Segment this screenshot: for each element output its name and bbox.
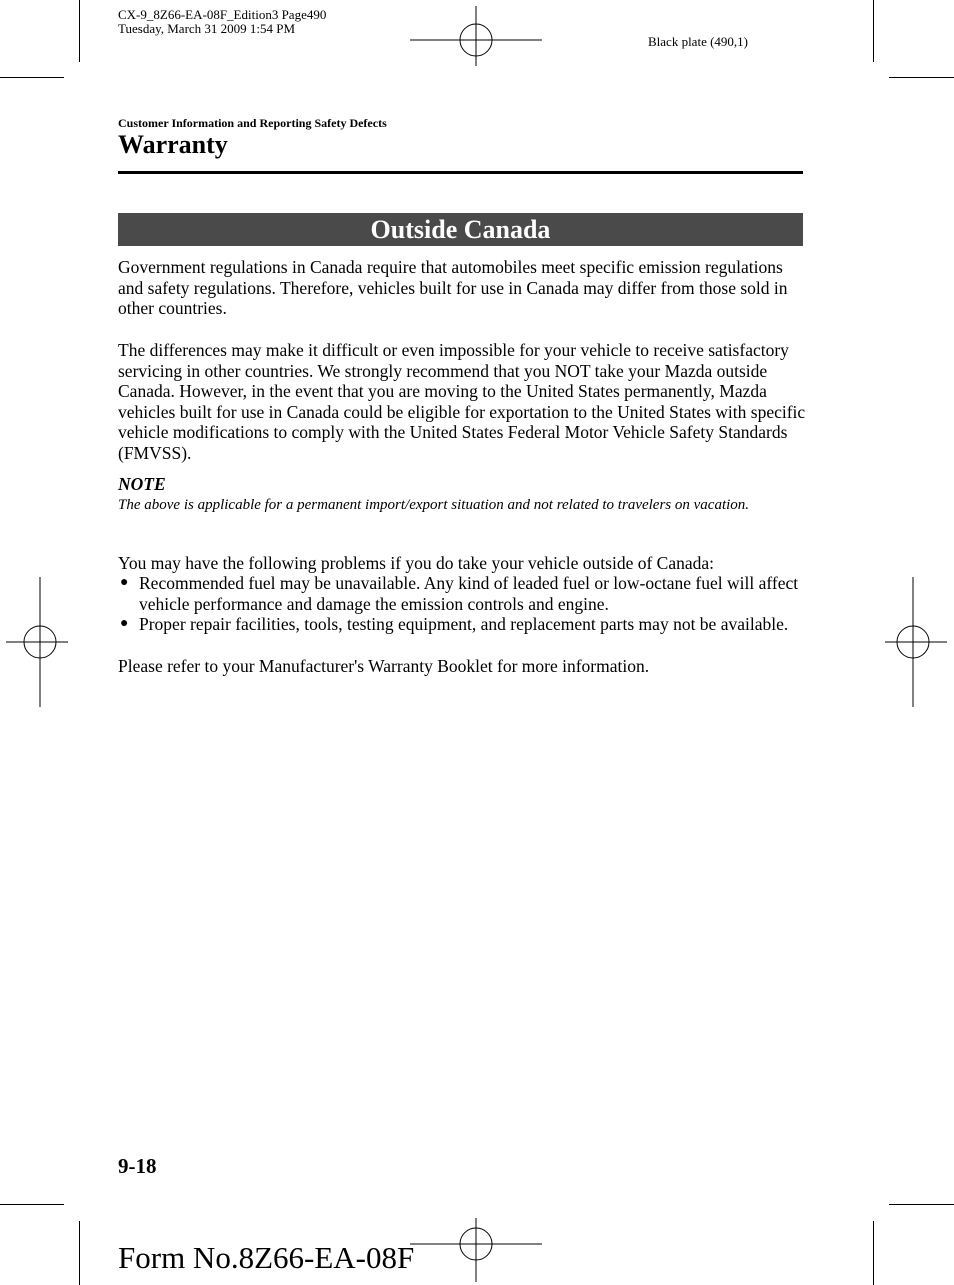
problems-list (118, 573, 808, 635)
list-item-text: Proper repair facilities, tools, testing equipment, and replacement parts may not be available. (139, 614, 789, 635)
paragraph-regulations: Government regulations in Canada require that automobiles meet specific emission regulations and safety regulations. Therefore, vehicles built for use in Canada may differ from those sold in other countries. (118, 257, 788, 319)
crop-mark-bottom-left-vertical (79, 1221, 80, 1285)
slug-file-info (118, 8, 326, 36)
registration-mark-right-icon (885, 577, 947, 707)
registration-mark-bottom-icon (410, 1218, 542, 1282)
chapter-title: Warranty (118, 130, 228, 159)
slug-line-2: Tuesday, March 31 2009 1:54 PM (118, 21, 296, 36)
registration-mark-top-icon (410, 6, 542, 66)
list-item (118, 573, 808, 614)
section-label: Customer Information and Reporting Safety Defects (118, 116, 387, 130)
chapter-rule (118, 171, 803, 174)
note-text: The above is applicable for a permanent import/export situation and not related to travelers on vacation. (118, 497, 750, 513)
problems-intro: You may have the following problems if you do take your vehicle outside of Canada: (118, 553, 715, 573)
crop-mark-top-right-vertical (873, 0, 874, 62)
crop-mark-top-right-horizontal (889, 77, 954, 78)
crop-mark-bottom-right-horizontal (889, 1204, 954, 1205)
crop-mark-top-left-horizontal (0, 77, 64, 78)
paragraph-differences: The differences may make it difficult or even impossible for your vehicle to receive satisfactory servicing in other countries. We strongly recommend that you NOT take your Mazda outside Canada. However, in the event that you are moving to the United States permanently, Mazda vehicles built for use in Canada could be eligible for exportation to the United States with specific vehicle modifications to comply with the United States Federal Motor Vehicle Safety Standards (FMVSS). (118, 340, 806, 463)
crop-mark-bottom-left-horizontal (0, 1204, 64, 1205)
crop-mark-top-left-vertical (79, 0, 80, 62)
bullet-icon: ● (120, 616, 129, 632)
list-item-text: Recommended fuel may be unavailable. Any kind of leaded fuel or low-octane fuel will affect vehicle performance and damage the emission controls and engine. (139, 573, 799, 614)
list-item (118, 614, 808, 635)
page-number: 9-18 (118, 1154, 157, 1178)
form-number: Form No.8Z66-EA-08F (118, 1240, 415, 1275)
section-banner: Outside Canada (118, 213, 803, 246)
slug-line-1: CX-9_8Z66-EA-08F_Edition3 Page490 (118, 7, 327, 22)
note-title: NOTE (118, 474, 166, 494)
registration-mark-left-icon (6, 577, 68, 707)
crop-mark-bottom-right-vertical (873, 1221, 874, 1285)
slug-plate: Black plate (490,1) (648, 34, 748, 49)
closing-text: Please refer to your Manufacturer's Warranty Booklet for more information. (118, 656, 650, 676)
bullet-icon: ● (120, 575, 129, 590)
